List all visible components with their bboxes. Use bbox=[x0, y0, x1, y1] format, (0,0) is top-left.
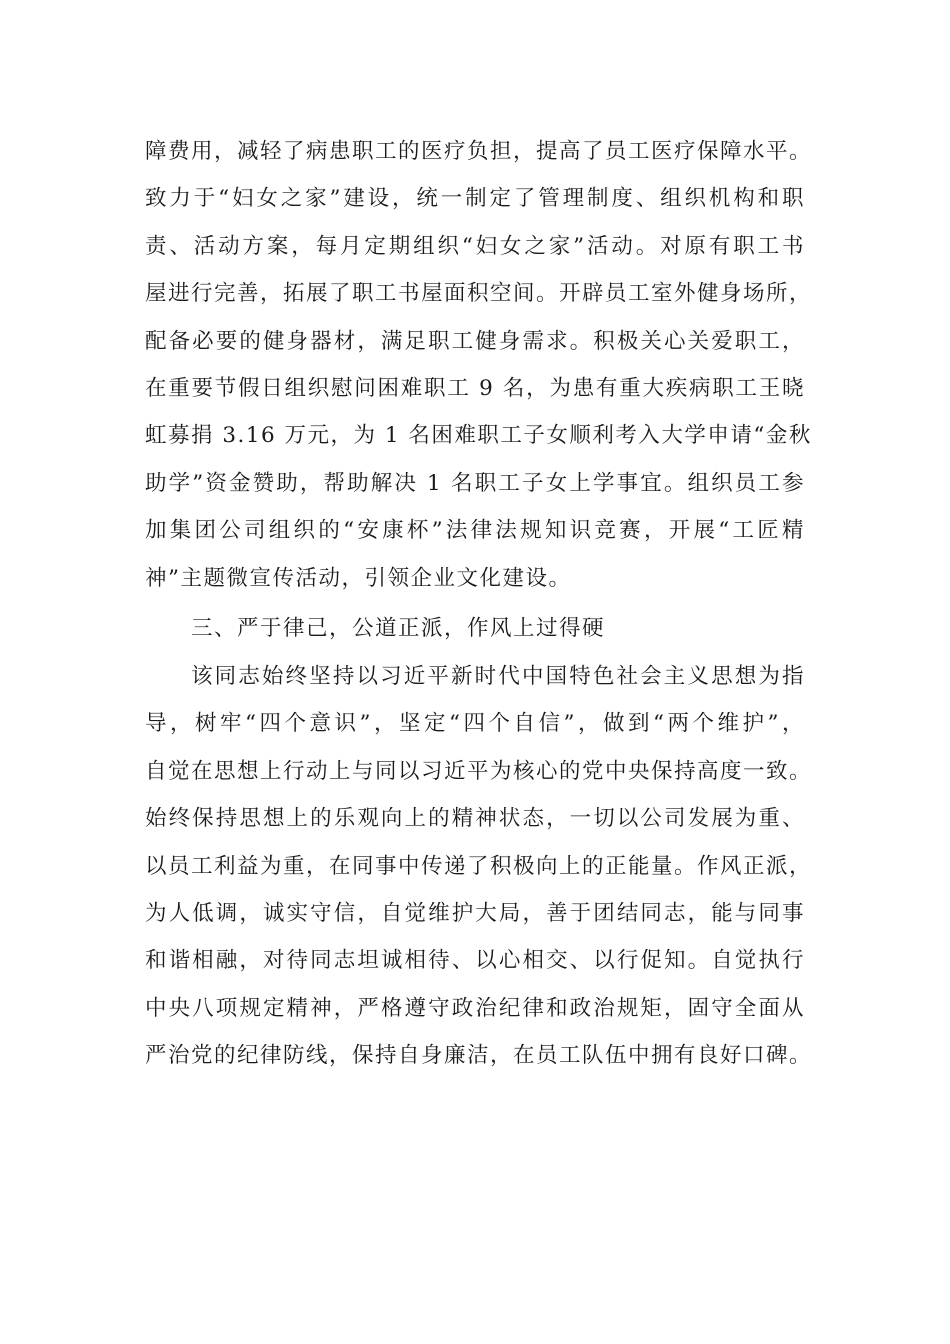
paragraph-line: 致力于“妇女之家”建设，统一制定了管理制度、组织机构和职 bbox=[145, 186, 805, 212]
section-heading bbox=[145, 605, 805, 652]
paragraph-line: 始终保持思想上的乐观向上的精神状态，一切以公司发展为重、 bbox=[145, 806, 805, 832]
paragraph-line: 严治党的纪律防线，保持自身廉洁，在员工队伍中拥有良好口碑。 bbox=[145, 1043, 813, 1069]
section-heading-text: 三、严于律己，公道正派，作风上过得硬 bbox=[191, 616, 606, 641]
paragraph-line: 助学”资金赞助，帮助解决 1 名职工子女上学事宜。组织员工参 bbox=[145, 470, 805, 496]
paragraph-line: 障费用，减轻了病患职工的医疗负担，提高了员工医疗保障水平。 bbox=[145, 139, 813, 164]
paragraph-line: 该同志始终坚持以习近平新时代中国特色社会主义思想为指 bbox=[191, 664, 805, 689]
paragraph-line: 以员工利益为重，在同事中传递了积极向上的正能量。作风正派， bbox=[145, 853, 813, 879]
paragraph-line: 自觉在思想上行动上与同以习近平为核心的党中央保持高度一致。 bbox=[145, 758, 813, 784]
paragraph-line: 导，树牢“四个意识”，坚定“四个自信”，做到“两个维护”， bbox=[145, 711, 805, 737]
paragraph-line: 神”主题微宣传活动，引领企业文化建设。 bbox=[145, 565, 572, 591]
paragraph-line: 加集团公司组织的“安康杯”法律法规知识竞赛，开展“工匠精 bbox=[145, 518, 805, 544]
paragraph-line: 配备必要的健身器材，满足职工健身需求。积极关心关爱职工， bbox=[145, 328, 805, 354]
paragraph-line: 中央八项规定精神，严格遵守政治纪律和政治规矩，固守全面从 bbox=[145, 995, 805, 1021]
paragraph-line: 屋进行完善，拓展了职工书屋面积空间。开辟员工室外健身场所， bbox=[145, 281, 813, 307]
paragraph-line: 责、活动方案，每月定期组织“妇女之家”活动。对原有职工书 bbox=[145, 233, 805, 259]
paragraph-line: 虹募捐 3.16 万元，为 1 名困难职工子女顺利考入大学申请“金秋 bbox=[145, 423, 812, 449]
paragraph-line: 和谐相融，对待同志坦诚相待、以心相交、以行促知。自觉执行 bbox=[145, 948, 805, 974]
paragraph-self-discipline bbox=[145, 653, 813, 1080]
paragraph-staff-welfare bbox=[145, 128, 813, 602]
paragraph-line: 在重要节假日组织慰问困难职工 9 名，为患有重大疾病职工王晓 bbox=[145, 375, 805, 401]
paragraph-line: 为人低调，诚实守信，自觉维护大局，善于团结同志，能与同事 bbox=[145, 900, 805, 926]
